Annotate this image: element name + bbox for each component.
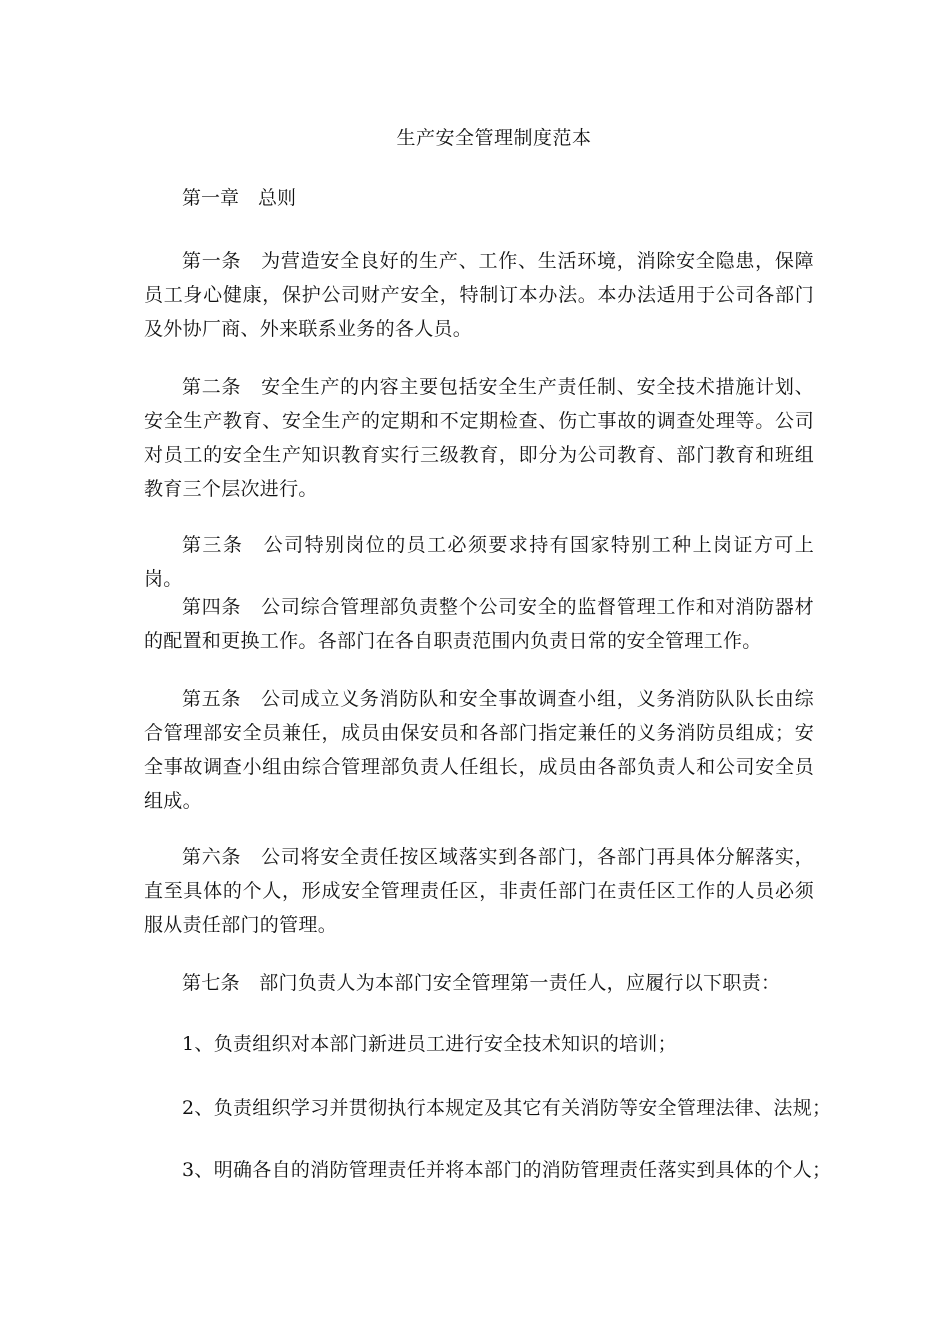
- article-text: 公司将安全责任按区域落实到各部门，各部门再具体分解落实，直至具体的个人，形成安全管理责任区，非责任部门在责任区工作的人员必须服从责任部门的管理。: [144, 846, 814, 936]
- chapter-heading: 第一章 总则: [182, 187, 297, 209]
- article-7: [144, 966, 814, 1000]
- article-5: [144, 682, 814, 818]
- list-item: 3、明确各自的消防管理责任并将本部门的消防管理责任落实到具体的个人；: [182, 1159, 832, 1181]
- article-text: 部门负责人为本部门安全管理第一责任人，应履行以下职责：: [259, 972, 781, 994]
- list-item: 2、负责组织学习并贯彻执行本规定及其它有关消防等安全管理法律、法规；: [182, 1097, 832, 1119]
- article-2: [144, 370, 814, 506]
- article-3: [144, 528, 814, 596]
- article-text: 为营造安全良好的生产、工作、生活环境，消除安全隐患，保障员工身心健康，保护公司财产安全，特制订本办法。本办法适用于公司各部门及外协厂商、外来联系业务的各人员。: [144, 250, 814, 340]
- article-6: [144, 840, 814, 942]
- article-number: 第二条: [182, 376, 242, 398]
- article-number: 第六条: [182, 846, 242, 868]
- article-number: 第三条: [182, 534, 244, 556]
- article-number: 第四条: [182, 596, 242, 618]
- article-number: 第七条: [182, 972, 240, 994]
- article-number: 第一条: [182, 250, 242, 272]
- article-number: 第五条: [182, 688, 242, 710]
- list-item: 1、负责组织对本部门新进员工进行安全技术知识的培训；: [182, 1033, 677, 1055]
- article-text: 安全生产的内容主要包括安全生产责任制、安全技术措施计划、安全生产教育、安全生产的定期和不定期检查、伤亡事故的调查处理等。公司对员工的安全生产知识教育实行三级教育，即分为公司教育、部门教育和班组教育三个层次进行。: [144, 376, 814, 500]
- article-1: [144, 244, 814, 346]
- article-4: [144, 590, 814, 658]
- article-text: 公司特别岗位的员工必须要求持有国家特别工种上岗证方可上岗。: [144, 534, 815, 590]
- article-text: 公司综合管理部负责整个公司安全的监督管理工作和对消防器材的配置和更换工作。各部门在各自职责范围内负责日常的安全管理工作。: [144, 596, 814, 652]
- article-text: 公司成立义务消防队和安全事故调查小组，义务消防队队长由综合管理部安全员兼任，成员由保安员和各部门指定兼任的义务消防员组成；安全事故调查小组由综合管理部负责人任组长，成员由各部负责人和公司安全员组成。: [144, 688, 814, 812]
- document-title: 生产安全管理制度范本: [396, 127, 592, 149]
